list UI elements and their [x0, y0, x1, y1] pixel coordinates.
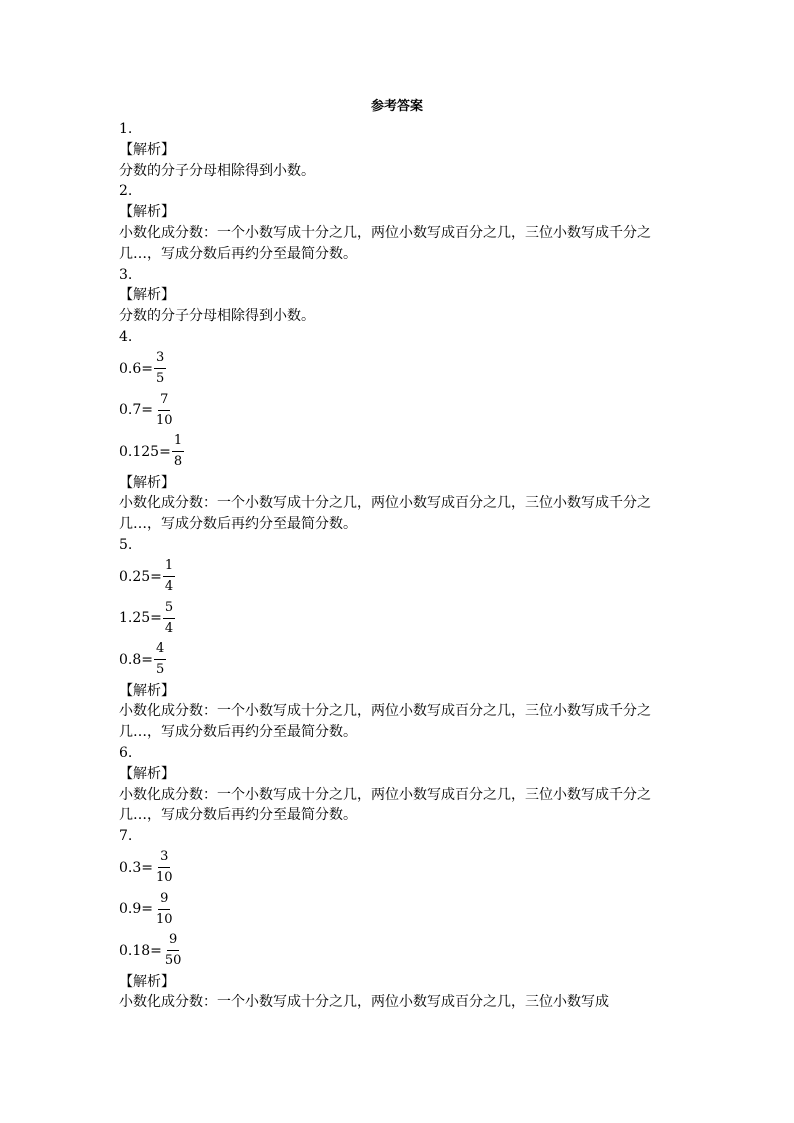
answer-item: [119, 327, 679, 535]
analysis-text: 小数化成分数：一个小数写成十分之几，两位小数写成百分之几，三位小数写成千分之几…，写成分数后再约分至最简分数。: [119, 224, 651, 262]
answer-number: 4.: [119, 328, 133, 345]
fraction-denominator: 4: [164, 579, 174, 595]
equation-lhs: 1.25=: [119, 610, 162, 627]
fraction: [163, 599, 175, 638]
fraction-denominator: 5: [156, 662, 165, 678]
analysis-label: 【解析】: [119, 682, 175, 699]
fraction-denominator: 10: [156, 870, 173, 886]
answer-number: 3.: [119, 266, 133, 283]
answer-number: 2.: [119, 183, 133, 200]
equation-row: [119, 888, 679, 930]
fraction-denominator: 50: [164, 953, 182, 969]
answer-item: [119, 181, 679, 264]
equation-row: [119, 556, 679, 598]
equation-row: [119, 348, 679, 390]
fraction-numerator: 7: [158, 391, 170, 411]
analysis-text: 分数的分子分母相除得到小数。: [119, 308, 315, 325]
equation-lhs: 0.18=: [119, 942, 162, 959]
fraction: [172, 432, 184, 471]
equation-lhs: 0.25=: [119, 568, 162, 585]
fraction-denominator: 10: [156, 911, 173, 927]
equation-row: [119, 930, 679, 972]
answer-item: [119, 265, 679, 327]
page-title: 参考答案: [370, 99, 423, 114]
analysis-text: 分数的分子分母相除得到小数。: [119, 162, 315, 179]
analysis-label: 【解析】: [119, 474, 175, 491]
analysis-label: 【解析】: [119, 141, 175, 158]
fraction-numerator: 9: [158, 890, 170, 910]
answer-item: [119, 535, 679, 743]
answer-item: [119, 119, 679, 181]
equation-row: [119, 431, 679, 473]
answer-number: 5.: [119, 536, 133, 553]
equation-lhs: 0.9=: [119, 901, 153, 918]
equation-row: [119, 389, 679, 431]
analysis-text: 小数化成分数：一个小数写成十分之几，两位小数写成百分之几，三位小数写成千分之几…，写成分数后再约分至最简分数。: [119, 786, 651, 824]
analysis-text: 小数化成分数：一个小数写成十分之几，两位小数写成百分之几，三位小数写成千分之几…，写成分数后再约分至最简分数。: [119, 495, 651, 533]
answer-list: [119, 119, 679, 1013]
answer-item: [119, 826, 679, 1013]
fraction: [163, 557, 175, 596]
analysis-text: 小数化成分数：一个小数写成十分之几，两位小数写成百分之几，三位小数写成: [119, 994, 609, 1011]
answer-item: [119, 743, 679, 826]
fraction-numerator: 9: [167, 931, 179, 951]
fraction-numerator: 1: [163, 557, 175, 577]
answer-number: 7.: [119, 828, 133, 845]
equation-lhs: 0.6=: [119, 360, 153, 377]
equation-lhs: 0.3=: [119, 859, 153, 876]
fraction-denominator: 4: [164, 620, 174, 636]
fraction-numerator: 3: [154, 349, 166, 369]
equation-lhs: 0.8=: [119, 651, 153, 668]
analysis-label: 【解析】: [119, 287, 175, 304]
equation-row: [119, 847, 679, 889]
fraction: [154, 349, 166, 388]
fraction-numerator: 5: [163, 599, 175, 619]
analysis-label: 【解析】: [119, 973, 175, 990]
fraction-numerator: 3: [158, 848, 170, 868]
equation-row: [119, 597, 679, 639]
equation-row: [119, 639, 679, 681]
fraction: [154, 890, 175, 929]
fraction: [163, 931, 184, 970]
answer-number: 6.: [119, 744, 133, 761]
analysis-label: 【解析】: [119, 765, 175, 782]
fraction: [154, 848, 175, 887]
analysis-label: 【解析】: [119, 204, 175, 221]
fraction: [154, 391, 175, 430]
equation-lhs: 0.7=: [119, 402, 153, 419]
fraction: [154, 640, 166, 679]
fraction-numerator: 4: [154, 640, 166, 660]
fraction-numerator: 1: [172, 432, 184, 452]
fraction-denominator: 8: [173, 454, 183, 470]
answer-number: 1.: [119, 121, 133, 137]
fraction-denominator: 10: [156, 412, 173, 428]
fraction-denominator: 5: [156, 371, 165, 387]
analysis-text: 小数化成分数：一个小数写成十分之几，两位小数写成百分之几，三位小数写成千分之几…，写成分数后再约分至最简分数。: [119, 703, 651, 741]
equation-lhs: 0.125=: [119, 443, 171, 460]
